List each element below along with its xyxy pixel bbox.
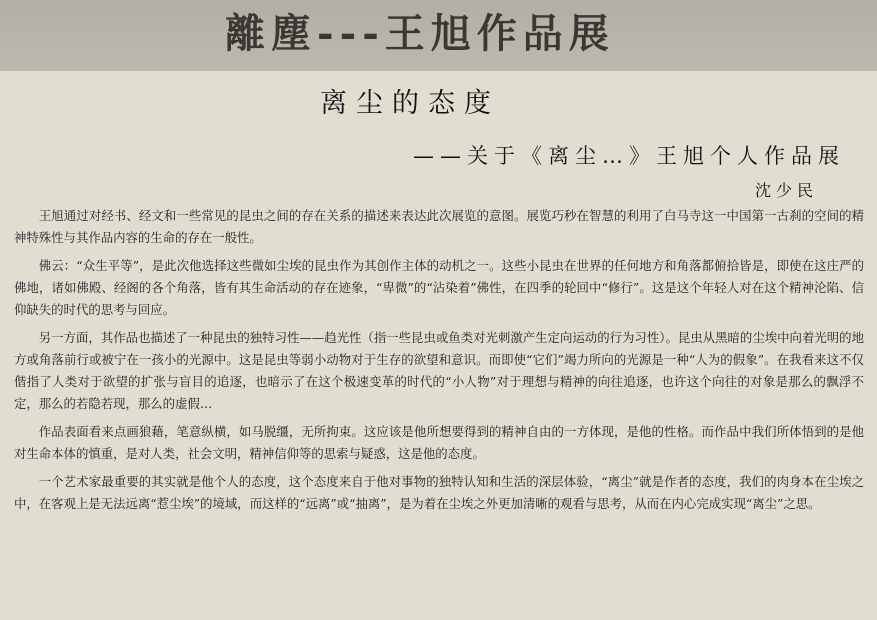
article-title: 离尘的态度	[320, 88, 500, 119]
paragraph: 另一方面，其作品也描述了一种昆虫的独特习性——趋光性（指一些昆虫或鱼类对光刺激产生定向运动的行为习性）。昆虫从黑暗的尘埃中向着光明的地方或角落前行或被宁在一孩小的光源中。这是昆虫等弱小动物对于生存的欲望和意识。而即使“它们”竭力所向的光源是一种“人为的假象”。在我看来这不仅偕指了人类对于欲望的扩张与盲目的追逐，也暗示了在这个极速变革的时代的“小人物”对于理想与精神的向往追逐，也许这个向往的对象是那么的飘浮不定，那么的若隐若现，那么的虚假…	[14, 330, 864, 411]
paragraph: 一个艺术家最重要的其实就是他个人的态度，这个态度来自于他对事物的独特认知和生活的深层体验，“离尘”就是作者的态度，我们的肉身本在尘埃之中，在客观上是无法远离“惹尘埃”的境域，而这样的“远离”或“抽离”，是为着在尘埃之外更加清晰的观看与思考，从而在内心完成实现“离尘”之思。	[14, 474, 864, 511]
article-author: 沈少民	[755, 181, 819, 200]
header-banner	[0, 0, 877, 71]
paragraph: 王旭通过对经书、经文和一些常见的昆虫之间的存在关系的描述来表达此次展览的意图。展览巧秒在智慧的利用了白马寺这一中国第一古刹的空间的精神特殊性与其作品内容的生命的存在一般性。	[14, 208, 864, 245]
paragraph: 作品表面看来点画狼藉，笔意纵横，如马脱缰，无所拘束。这应该是他所想要得到的精神自由的一方体现，是他的性格。而作品中我们所体悟到的是他对生命本体的慎重，是对人类，社会文明，精神信仰等的思索与疑惑，这是他的态度。	[14, 424, 864, 461]
exhibition-title: 離塵---王旭作品展	[225, 10, 615, 57]
paragraph: 佛云：“众生平等”，是此次他选择这些微如尘埃的昆虫作为其创作主体的动机之一。这些小昆虫在世界的任何地方和角落都俯拾皆是，即使在这庄严的佛地，诸如佛殿、经阁的各个角落，皆有其生命活动的存在迹象，“卑微”的“沾染着”佛性，在四季的轮回中“修行”。这是这个年轻人对在这个精神沦陷、信仰缺失的时代的思考与回应。	[14, 258, 864, 317]
article-subtitle: ——关于《离尘…》王旭个人作品展	[413, 144, 845, 168]
article-body	[14, 205, 864, 521]
